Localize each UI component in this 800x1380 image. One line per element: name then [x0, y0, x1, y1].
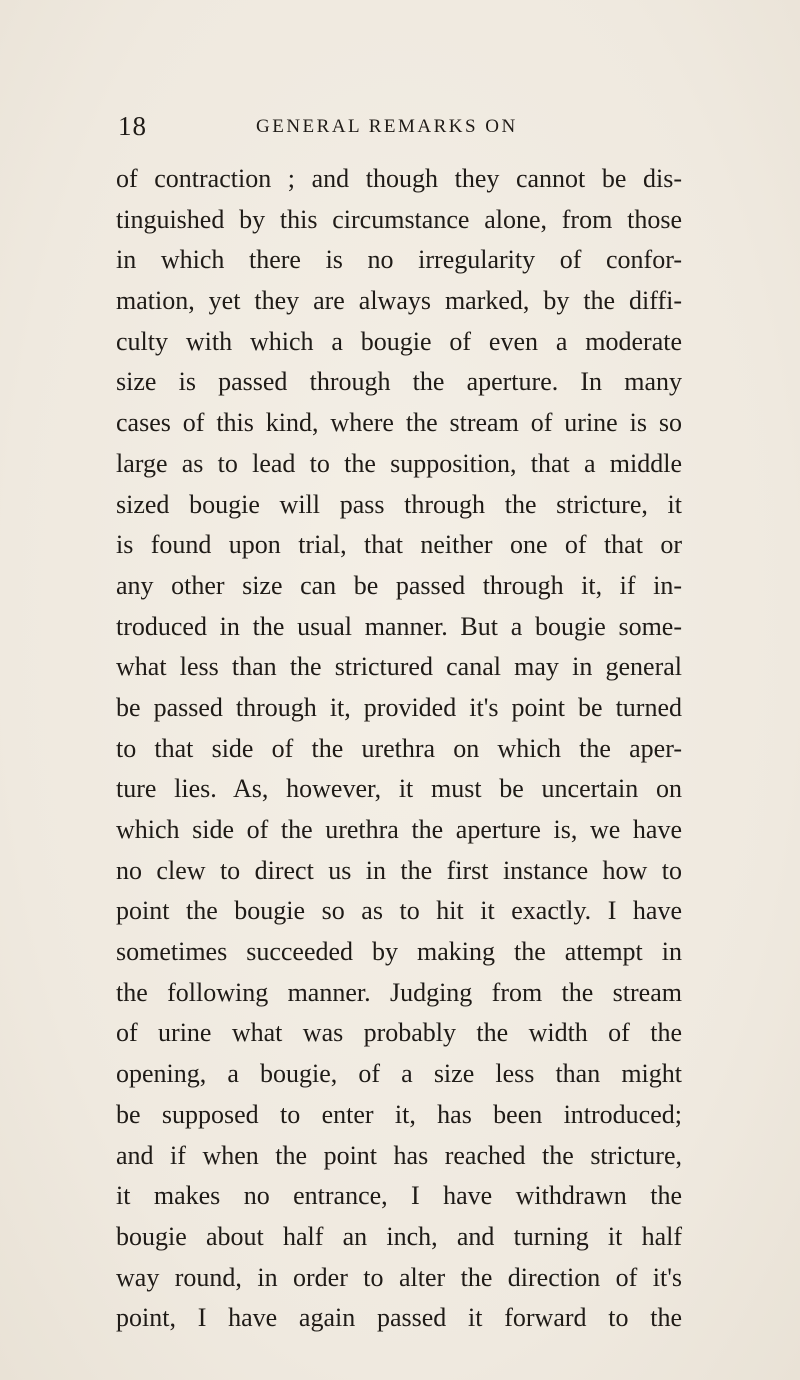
- text-line: no clew to direct us in the first instance how to: [116, 855, 682, 885]
- text-line: mation, yet they are always marked, by the diffi-: [116, 286, 682, 316]
- text-line: ture lies. As, however, it must be uncertain on: [116, 774, 682, 804]
- text-line: to that side of the urethra on which the aper-: [116, 733, 682, 763]
- text-line: and if when the point has reached the stricture,: [116, 1140, 682, 1170]
- running-title: GENERAL REMARKS ON: [256, 116, 518, 137]
- text-line: the following manner. Judging from the stream: [116, 977, 682, 1007]
- text-line: size is passed through the aperture. In many: [116, 367, 682, 397]
- text-line: is found upon trial, that neither one of that or: [116, 530, 682, 560]
- text-line: bougie about half an inch, and turning it half: [116, 1221, 682, 1251]
- text-line: of urine what was probably the width of the: [116, 1018, 682, 1048]
- text-line: way round, in order to alter the direction of it's: [116, 1262, 682, 1292]
- text-line: point, I have again passed it forward to the: [116, 1303, 682, 1333]
- text-line: any other size can be passed through it, if in-: [116, 570, 682, 600]
- text-line: sometimes succeeded by making the attempt in: [116, 937, 682, 967]
- text-line: sized bougie will pass through the stricture, it: [116, 489, 682, 519]
- text-line: be supposed to enter it, has been introduced;: [116, 1099, 682, 1129]
- body-text: [116, 159, 682, 1339]
- text-line: which side of the urethra the aperture is, we have: [116, 815, 682, 844]
- text-line: it makes no entrance, I have withdrawn the: [116, 1181, 682, 1211]
- page-number: 18: [118, 111, 147, 141]
- text-line: be passed through it, provided it's point be turned: [116, 692, 682, 722]
- text-line: tinguished by this circumstance alone, from those: [116, 204, 682, 234]
- text-line: culty with which a bougie of even a moderate: [116, 326, 682, 356]
- text-line: opening, a bougie, of a size less than might: [116, 1059, 682, 1089]
- text-line: point the bougie so as to hit it exactly. I have: [116, 896, 682, 926]
- text-line: cases of this kind, where the stream of urine is so: [116, 408, 682, 438]
- running-head: [118, 108, 678, 148]
- text-line: large as to lead to the supposition, that a middle: [116, 448, 682, 478]
- text-line: in which there is no irregularity of confor-: [116, 245, 682, 275]
- text-line: what less than the strictured canal may in general: [116, 652, 682, 682]
- text-line: of contraction ; and though they cannot be dis-: [116, 164, 682, 193]
- text-line: troduced in the usual manner. But a bougie some-: [116, 611, 682, 641]
